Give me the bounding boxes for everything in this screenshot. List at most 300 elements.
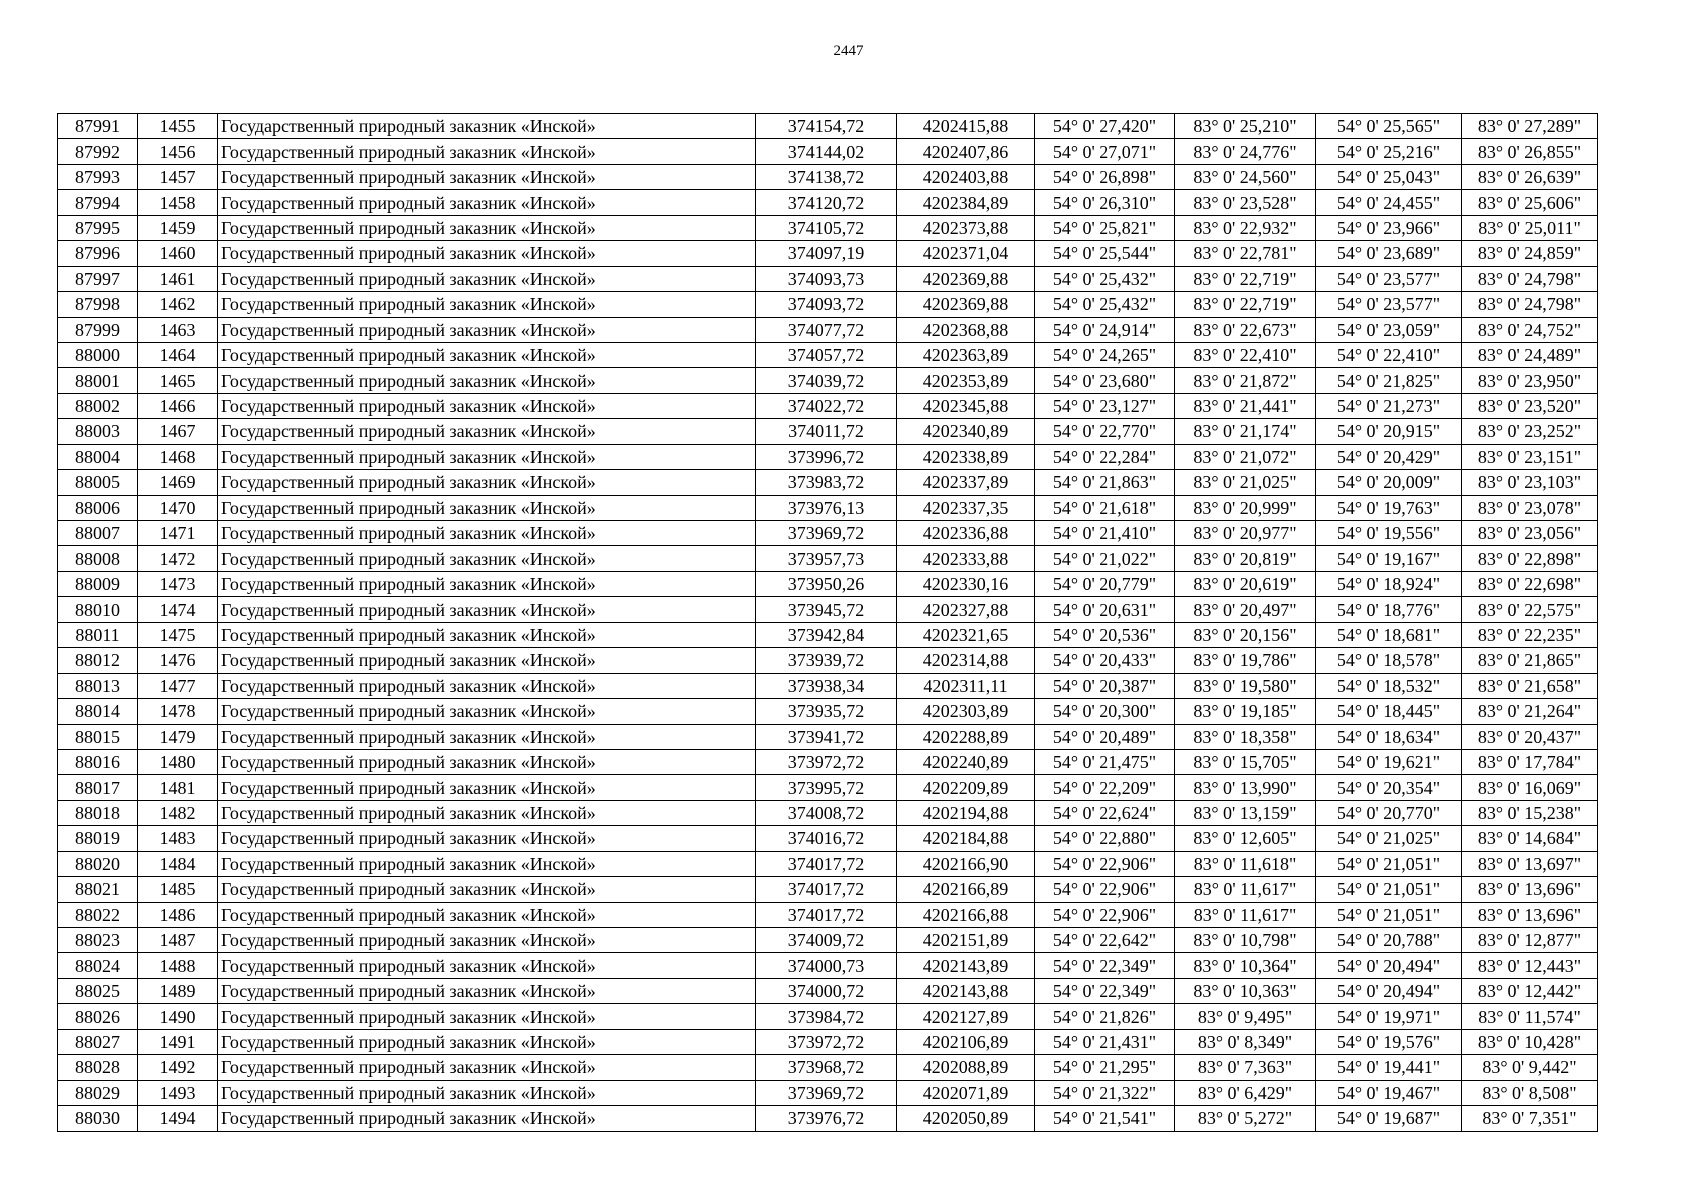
coord-y-cell: 4202088,89: [897, 1055, 1035, 1080]
point-number-cell: 1465: [138, 368, 218, 393]
latitude-1-cell: 54° 0' 22,906": [1035, 877, 1175, 902]
coord-y-cell: 4202314,88: [897, 648, 1035, 673]
latitude-2-cell: 54° 0' 20,429": [1316, 444, 1462, 469]
longitude-2-cell: 83° 0' 23,520": [1462, 393, 1598, 418]
object-name-cell: Государственный природный заказник «Инской»: [218, 673, 756, 698]
latitude-1-cell: 54° 0' 25,432": [1035, 292, 1175, 317]
object-name-cell: Государственный природный заказник «Инской»: [218, 851, 756, 876]
coord-x-cell: 373972,72: [756, 1029, 897, 1054]
point-number-cell: 1481: [138, 775, 218, 800]
coord-x-cell: 373969,72: [756, 521, 897, 546]
coord-y-cell: 4202369,88: [897, 292, 1035, 317]
longitude-2-cell: 83° 0' 7,351": [1462, 1106, 1598, 1131]
coord-y-cell: 4202321,65: [897, 622, 1035, 647]
longitude-2-cell: 83° 0' 22,898": [1462, 546, 1598, 571]
latitude-2-cell: 54° 0' 25,565": [1316, 114, 1462, 139]
row-id-cell: 88002: [58, 393, 138, 418]
longitude-1-cell: 83° 0' 10,364": [1175, 953, 1316, 978]
coord-y-cell: 4202368,88: [897, 317, 1035, 342]
latitude-1-cell: 54° 0' 25,544": [1035, 241, 1175, 266]
object-name-cell: Государственный природный заказник «Инской»: [218, 648, 756, 673]
longitude-1-cell: 83° 0' 22,719": [1175, 266, 1316, 291]
longitude-2-cell: 83° 0' 13,696": [1462, 902, 1598, 927]
coord-x-cell: 373996,72: [756, 444, 897, 469]
coord-x-cell: 373950,26: [756, 571, 897, 596]
coord-x-cell: 374154,72: [756, 114, 897, 139]
coord-y-cell: 4202407,86: [897, 139, 1035, 164]
latitude-1-cell: 54° 0' 22,770": [1035, 419, 1175, 444]
coord-y-cell: 4202071,89: [897, 1080, 1035, 1105]
latitude-2-cell: 54° 0' 24,455": [1316, 190, 1462, 215]
longitude-1-cell: 83° 0' 22,781": [1175, 241, 1316, 266]
object-name-cell: Государственный природный заказник «Инской»: [218, 419, 756, 444]
coord-y-cell: 4202240,89: [897, 749, 1035, 774]
table-row: [58, 317, 1598, 342]
longitude-1-cell: 83° 0' 23,528": [1175, 190, 1316, 215]
point-number-cell: 1472: [138, 546, 218, 571]
longitude-2-cell: 83° 0' 26,855": [1462, 139, 1598, 164]
table-row: [58, 648, 1598, 673]
object-name-cell: Государственный природный заказник «Инской»: [218, 1080, 756, 1105]
coord-x-cell: 374016,72: [756, 826, 897, 851]
coord-y-cell: 4202337,35: [897, 495, 1035, 520]
longitude-2-cell: 83° 0' 13,696": [1462, 877, 1598, 902]
table-row: [58, 800, 1598, 825]
object-name-cell: Государственный природный заказник «Инской»: [218, 342, 756, 367]
point-number-cell: 1470: [138, 495, 218, 520]
point-number-cell: 1455: [138, 114, 218, 139]
coord-x-cell: 374022,72: [756, 393, 897, 418]
longitude-1-cell: 83° 0' 6,429": [1175, 1080, 1316, 1105]
row-id-cell: 88008: [58, 546, 138, 571]
point-number-cell: 1471: [138, 521, 218, 546]
object-name-cell: Государственный природный заказник «Инской»: [218, 699, 756, 724]
row-id-cell: 88011: [58, 622, 138, 647]
table-row: [58, 749, 1598, 774]
row-id-cell: 88026: [58, 1004, 138, 1029]
object-name-cell: Государственный природный заказник «Инской»: [218, 877, 756, 902]
coord-x-cell: 373995,72: [756, 775, 897, 800]
latitude-1-cell: 54° 0' 22,349": [1035, 953, 1175, 978]
latitude-1-cell: 54° 0' 21,863": [1035, 470, 1175, 495]
longitude-2-cell: 83° 0' 16,069": [1462, 775, 1598, 800]
row-id-cell: 88006: [58, 495, 138, 520]
longitude-1-cell: 83° 0' 5,272": [1175, 1106, 1316, 1131]
table-row: [58, 928, 1598, 953]
latitude-1-cell: 54° 0' 21,431": [1035, 1029, 1175, 1054]
longitude-2-cell: 83° 0' 22,235": [1462, 622, 1598, 647]
point-number-cell: 1460: [138, 241, 218, 266]
latitude-2-cell: 54° 0' 21,051": [1316, 851, 1462, 876]
longitude-2-cell: 83° 0' 21,865": [1462, 648, 1598, 673]
latitude-1-cell: 54° 0' 20,536": [1035, 622, 1175, 647]
latitude-2-cell: 54° 0' 19,763": [1316, 495, 1462, 520]
longitude-1-cell: 83° 0' 22,932": [1175, 215, 1316, 240]
object-name-cell: Государственный природный заказник «Инской»: [218, 215, 756, 240]
object-name-cell: Государственный природный заказник «Инской»: [218, 190, 756, 215]
object-name-cell: Государственный природный заказник «Инской»: [218, 546, 756, 571]
row-id-cell: 88005: [58, 470, 138, 495]
longitude-1-cell: 83° 0' 22,410": [1175, 342, 1316, 367]
latitude-2-cell: 54° 0' 23,577": [1316, 292, 1462, 317]
latitude-2-cell: 54° 0' 19,556": [1316, 521, 1462, 546]
longitude-1-cell: 83° 0' 24,560": [1175, 164, 1316, 189]
object-name-cell: Государственный природный заказник «Инской»: [218, 1029, 756, 1054]
object-name-cell: Государственный природный заказник «Инской»: [218, 521, 756, 546]
table-row: [58, 139, 1598, 164]
longitude-2-cell: 83° 0' 8,508": [1462, 1080, 1598, 1105]
coord-x-cell: 374093,73: [756, 266, 897, 291]
row-id-cell: 88020: [58, 851, 138, 876]
row-id-cell: 87998: [58, 292, 138, 317]
object-name-cell: Государственный природный заказник «Инской»: [218, 1004, 756, 1029]
latitude-2-cell: 54° 0' 20,009": [1316, 470, 1462, 495]
coord-y-cell: 4202209,89: [897, 775, 1035, 800]
object-name-cell: Государственный природный заказник «Инской»: [218, 978, 756, 1003]
point-number-cell: 1466: [138, 393, 218, 418]
longitude-1-cell: 83° 0' 15,705": [1175, 749, 1316, 774]
row-id-cell: 88009: [58, 571, 138, 596]
coord-x-cell: 373957,73: [756, 546, 897, 571]
latitude-2-cell: 54° 0' 18,445": [1316, 699, 1462, 724]
table-row: [58, 775, 1598, 800]
latitude-2-cell: 54° 0' 21,051": [1316, 902, 1462, 927]
latitude-1-cell: 54° 0' 22,906": [1035, 851, 1175, 876]
point-number-cell: 1475: [138, 622, 218, 647]
object-name-cell: Государственный природный заказник «Инской»: [218, 724, 756, 749]
coord-y-cell: 4202184,88: [897, 826, 1035, 851]
longitude-2-cell: 83° 0' 11,574": [1462, 1004, 1598, 1029]
latitude-1-cell: 54° 0' 22,642": [1035, 928, 1175, 953]
row-id-cell: 88029: [58, 1080, 138, 1105]
longitude-1-cell: 83° 0' 19,786": [1175, 648, 1316, 673]
latitude-1-cell: 54° 0' 20,433": [1035, 648, 1175, 673]
coord-x-cell: 374077,72: [756, 317, 897, 342]
coord-x-cell: 374009,72: [756, 928, 897, 953]
longitude-1-cell: 83° 0' 20,156": [1175, 622, 1316, 647]
latitude-2-cell: 54° 0' 18,578": [1316, 648, 1462, 673]
point-number-cell: 1483: [138, 826, 218, 851]
row-id-cell: 88001: [58, 368, 138, 393]
coord-y-cell: 4202371,04: [897, 241, 1035, 266]
latitude-2-cell: 54° 0' 18,532": [1316, 673, 1462, 698]
coord-y-cell: 4202050,89: [897, 1106, 1035, 1131]
latitude-2-cell: 54° 0' 25,216": [1316, 139, 1462, 164]
longitude-2-cell: 83° 0' 23,950": [1462, 368, 1598, 393]
longitude-1-cell: 83° 0' 11,617": [1175, 902, 1316, 927]
row-id-cell: 88025: [58, 978, 138, 1003]
point-number-cell: 1492: [138, 1055, 218, 1080]
latitude-2-cell: 54° 0' 19,576": [1316, 1029, 1462, 1054]
coord-x-cell: 373942,84: [756, 622, 897, 647]
latitude-1-cell: 54° 0' 22,880": [1035, 826, 1175, 851]
longitude-1-cell: 83° 0' 10,363": [1175, 978, 1316, 1003]
coord-y-cell: 4202373,88: [897, 215, 1035, 240]
longitude-1-cell: 83° 0' 11,618": [1175, 851, 1316, 876]
object-name-cell: Государственный природный заказник «Инской»: [218, 826, 756, 851]
coordinates-table: [57, 113, 1598, 1132]
longitude-2-cell: 83° 0' 24,489": [1462, 342, 1598, 367]
coord-x-cell: 373938,34: [756, 673, 897, 698]
coord-y-cell: 4202327,88: [897, 597, 1035, 622]
table-row: [58, 215, 1598, 240]
coord-y-cell: 4202303,89: [897, 699, 1035, 724]
coord-x-cell: 374105,72: [756, 215, 897, 240]
longitude-2-cell: 83° 0' 14,684": [1462, 826, 1598, 851]
latitude-2-cell: 54° 0' 20,354": [1316, 775, 1462, 800]
latitude-2-cell: 54° 0' 19,621": [1316, 749, 1462, 774]
longitude-2-cell: 83° 0' 10,428": [1462, 1029, 1598, 1054]
point-number-cell: 1461: [138, 266, 218, 291]
latitude-1-cell: 54° 0' 27,071": [1035, 139, 1175, 164]
latitude-1-cell: 54° 0' 25,432": [1035, 266, 1175, 291]
table-row: [58, 978, 1598, 1003]
object-name-cell: Государственный природный заказник «Инской»: [218, 368, 756, 393]
point-number-cell: 1462: [138, 292, 218, 317]
row-id-cell: 87991: [58, 114, 138, 139]
latitude-1-cell: 54° 0' 22,284": [1035, 444, 1175, 469]
longitude-2-cell: 83° 0' 13,697": [1462, 851, 1598, 876]
row-id-cell: 88012: [58, 648, 138, 673]
longitude-1-cell: 83° 0' 13,990": [1175, 775, 1316, 800]
coord-x-cell: 373984,72: [756, 1004, 897, 1029]
coord-x-cell: 374008,72: [756, 800, 897, 825]
object-name-cell: Государственный природный заказник «Инской»: [218, 953, 756, 978]
longitude-1-cell: 83° 0' 19,580": [1175, 673, 1316, 698]
table-row: [58, 1055, 1598, 1080]
object-name-cell: Государственный природный заказник «Инской»: [218, 902, 756, 927]
row-id-cell: 88003: [58, 419, 138, 444]
point-number-cell: 1489: [138, 978, 218, 1003]
coord-y-cell: 4202384,89: [897, 190, 1035, 215]
coord-x-cell: 373945,72: [756, 597, 897, 622]
coord-x-cell: 374144,02: [756, 139, 897, 164]
longitude-1-cell: 83° 0' 18,358": [1175, 724, 1316, 749]
longitude-2-cell: 83° 0' 22,575": [1462, 597, 1598, 622]
row-id-cell: 88018: [58, 800, 138, 825]
point-number-cell: 1456: [138, 139, 218, 164]
latitude-2-cell: 54° 0' 22,410": [1316, 342, 1462, 367]
latitude-2-cell: 54° 0' 18,776": [1316, 597, 1462, 622]
longitude-2-cell: 83° 0' 12,877": [1462, 928, 1598, 953]
latitude-2-cell: 54° 0' 23,689": [1316, 241, 1462, 266]
latitude-2-cell: 54° 0' 19,687": [1316, 1106, 1462, 1131]
point-number-cell: 1474: [138, 597, 218, 622]
coord-x-cell: 373972,72: [756, 749, 897, 774]
latitude-1-cell: 54° 0' 21,295": [1035, 1055, 1175, 1080]
row-id-cell: 87999: [58, 317, 138, 342]
object-name-cell: Государственный природный заказник «Инской»: [218, 928, 756, 953]
latitude-1-cell: 54° 0' 23,127": [1035, 393, 1175, 418]
point-number-cell: 1463: [138, 317, 218, 342]
table-row: [58, 546, 1598, 571]
longitude-1-cell: 83° 0' 8,349": [1175, 1029, 1316, 1054]
row-id-cell: 88007: [58, 521, 138, 546]
row-id-cell: 87993: [58, 164, 138, 189]
longitude-1-cell: 83° 0' 21,025": [1175, 470, 1316, 495]
coord-y-cell: 4202106,89: [897, 1029, 1035, 1054]
coord-y-cell: 4202143,89: [897, 953, 1035, 978]
coord-y-cell: 4202338,89: [897, 444, 1035, 469]
object-name-cell: Государственный природный заказник «Инской»: [218, 114, 756, 139]
table-row: [58, 571, 1598, 596]
longitude-1-cell: 83° 0' 22,719": [1175, 292, 1316, 317]
coord-x-cell: 374017,72: [756, 877, 897, 902]
longitude-2-cell: 83° 0' 17,784": [1462, 749, 1598, 774]
longitude-1-cell: 83° 0' 24,776": [1175, 139, 1316, 164]
latitude-2-cell: 54° 0' 19,441": [1316, 1055, 1462, 1080]
table-row: [58, 1106, 1598, 1131]
latitude-1-cell: 54° 0' 21,322": [1035, 1080, 1175, 1105]
point-number-cell: 1486: [138, 902, 218, 927]
coord-y-cell: 4202340,89: [897, 419, 1035, 444]
longitude-2-cell: 83° 0' 21,264": [1462, 699, 1598, 724]
row-id-cell: 87994: [58, 190, 138, 215]
latitude-1-cell: 54° 0' 21,541": [1035, 1106, 1175, 1131]
longitude-2-cell: 83° 0' 24,752": [1462, 317, 1598, 342]
coord-y-cell: 4202166,89: [897, 877, 1035, 902]
point-number-cell: 1493: [138, 1080, 218, 1105]
coord-y-cell: 4202333,88: [897, 546, 1035, 571]
latitude-2-cell: 54° 0' 21,825": [1316, 368, 1462, 393]
longitude-1-cell: 83° 0' 9,495": [1175, 1004, 1316, 1029]
coord-x-cell: 374120,72: [756, 190, 897, 215]
table-row: [58, 1080, 1598, 1105]
latitude-2-cell: 54° 0' 25,043": [1316, 164, 1462, 189]
point-number-cell: 1494: [138, 1106, 218, 1131]
longitude-2-cell: 83° 0' 27,289": [1462, 114, 1598, 139]
latitude-1-cell: 54° 0' 20,489": [1035, 724, 1175, 749]
coord-x-cell: 373939,72: [756, 648, 897, 673]
coord-x-cell: 374017,72: [756, 851, 897, 876]
longitude-1-cell: 83° 0' 20,977": [1175, 521, 1316, 546]
latitude-1-cell: 54° 0' 20,300": [1035, 699, 1175, 724]
table-row: [58, 699, 1598, 724]
object-name-cell: Государственный природный заказник «Инской»: [218, 495, 756, 520]
coord-y-cell: 4202151,89: [897, 928, 1035, 953]
coord-x-cell: 374093,72: [756, 292, 897, 317]
longitude-1-cell: 83° 0' 11,617": [1175, 877, 1316, 902]
latitude-1-cell: 54° 0' 26,310": [1035, 190, 1175, 215]
coord-x-cell: 373935,72: [756, 699, 897, 724]
latitude-2-cell: 54° 0' 18,924": [1316, 571, 1462, 596]
object-name-cell: Государственный природный заказник «Инской»: [218, 317, 756, 342]
point-number-cell: 1487: [138, 928, 218, 953]
object-name-cell: Государственный природный заказник «Инской»: [218, 266, 756, 291]
latitude-1-cell: 54° 0' 21,022": [1035, 546, 1175, 571]
row-id-cell: 88028: [58, 1055, 138, 1080]
latitude-2-cell: 54° 0' 20,770": [1316, 800, 1462, 825]
longitude-1-cell: 83° 0' 20,497": [1175, 597, 1316, 622]
point-number-cell: 1491: [138, 1029, 218, 1054]
row-id-cell: 87992: [58, 139, 138, 164]
table-row: [58, 877, 1598, 902]
latitude-1-cell: 54° 0' 25,821": [1035, 215, 1175, 240]
table-body: [58, 114, 1598, 1132]
row-id-cell: 88023: [58, 928, 138, 953]
coord-x-cell: 374000,72: [756, 978, 897, 1003]
latitude-1-cell: 54° 0' 22,906": [1035, 902, 1175, 927]
object-name-cell: Государственный природный заказник «Инской»: [218, 622, 756, 647]
longitude-2-cell: 83° 0' 23,078": [1462, 495, 1598, 520]
latitude-2-cell: 54° 0' 20,494": [1316, 953, 1462, 978]
latitude-1-cell: 54° 0' 27,420": [1035, 114, 1175, 139]
latitude-1-cell: 54° 0' 24,914": [1035, 317, 1175, 342]
object-name-cell: Государственный природный заказник «Инской»: [218, 139, 756, 164]
point-number-cell: 1458: [138, 190, 218, 215]
row-id-cell: 87996: [58, 241, 138, 266]
coord-y-cell: 4202369,88: [897, 266, 1035, 291]
latitude-2-cell: 54° 0' 23,059": [1316, 317, 1462, 342]
longitude-2-cell: 83° 0' 12,442": [1462, 978, 1598, 1003]
coord-x-cell: 373983,72: [756, 470, 897, 495]
latitude-2-cell: 54° 0' 19,971": [1316, 1004, 1462, 1029]
row-id-cell: 88021: [58, 877, 138, 902]
table-row: [58, 368, 1598, 393]
row-id-cell: 88017: [58, 775, 138, 800]
longitude-1-cell: 83° 0' 7,363": [1175, 1055, 1316, 1080]
longitude-2-cell: 83° 0' 25,011": [1462, 215, 1598, 240]
coord-x-cell: 374039,72: [756, 368, 897, 393]
point-number-cell: 1473: [138, 571, 218, 596]
latitude-1-cell: 54° 0' 21,410": [1035, 521, 1175, 546]
latitude-1-cell: 54° 0' 22,349": [1035, 978, 1175, 1003]
row-id-cell: 88014: [58, 699, 138, 724]
coord-y-cell: 4202311,11: [897, 673, 1035, 698]
table-row: [58, 241, 1598, 266]
latitude-1-cell: 54° 0' 22,624": [1035, 800, 1175, 825]
point-number-cell: 1479: [138, 724, 218, 749]
table-row: [58, 292, 1598, 317]
coord-y-cell: 4202345,88: [897, 393, 1035, 418]
object-name-cell: Государственный природный заказник «Инской»: [218, 571, 756, 596]
row-id-cell: 88010: [58, 597, 138, 622]
coord-y-cell: 4202403,88: [897, 164, 1035, 189]
coord-y-cell: 4202363,89: [897, 342, 1035, 367]
table-row: [58, 164, 1598, 189]
row-id-cell: 88015: [58, 724, 138, 749]
point-number-cell: 1482: [138, 800, 218, 825]
object-name-cell: Государственный природный заказник «Инской»: [218, 444, 756, 469]
latitude-2-cell: 54° 0' 21,025": [1316, 826, 1462, 851]
object-name-cell: Государственный природный заказник «Инской»: [218, 470, 756, 495]
table-row: [58, 444, 1598, 469]
object-name-cell: Государственный природный заказник «Инской»: [218, 393, 756, 418]
longitude-2-cell: 83° 0' 24,859": [1462, 241, 1598, 266]
longitude-1-cell: 83° 0' 21,072": [1175, 444, 1316, 469]
latitude-1-cell: 54° 0' 20,387": [1035, 673, 1175, 698]
coord-x-cell: 373976,72: [756, 1106, 897, 1131]
point-number-cell: 1467: [138, 419, 218, 444]
longitude-1-cell: 83° 0' 20,619": [1175, 571, 1316, 596]
object-name-cell: Государственный природный заказник «Инской»: [218, 800, 756, 825]
row-id-cell: 87997: [58, 266, 138, 291]
longitude-2-cell: 83° 0' 23,252": [1462, 419, 1598, 444]
latitude-2-cell: 54° 0' 19,467": [1316, 1080, 1462, 1105]
latitude-1-cell: 54° 0' 20,631": [1035, 597, 1175, 622]
table-row: [58, 597, 1598, 622]
row-id-cell: 88019: [58, 826, 138, 851]
longitude-2-cell: 83° 0' 20,437": [1462, 724, 1598, 749]
longitude-2-cell: 83° 0' 12,443": [1462, 953, 1598, 978]
row-id-cell: 88027: [58, 1029, 138, 1054]
coord-y-cell: 4202166,90: [897, 851, 1035, 876]
coord-x-cell: 373941,72: [756, 724, 897, 749]
row-id-cell: 88024: [58, 953, 138, 978]
coord-y-cell: 4202166,88: [897, 902, 1035, 927]
longitude-1-cell: 83° 0' 20,819": [1175, 546, 1316, 571]
table-row: [58, 622, 1598, 647]
